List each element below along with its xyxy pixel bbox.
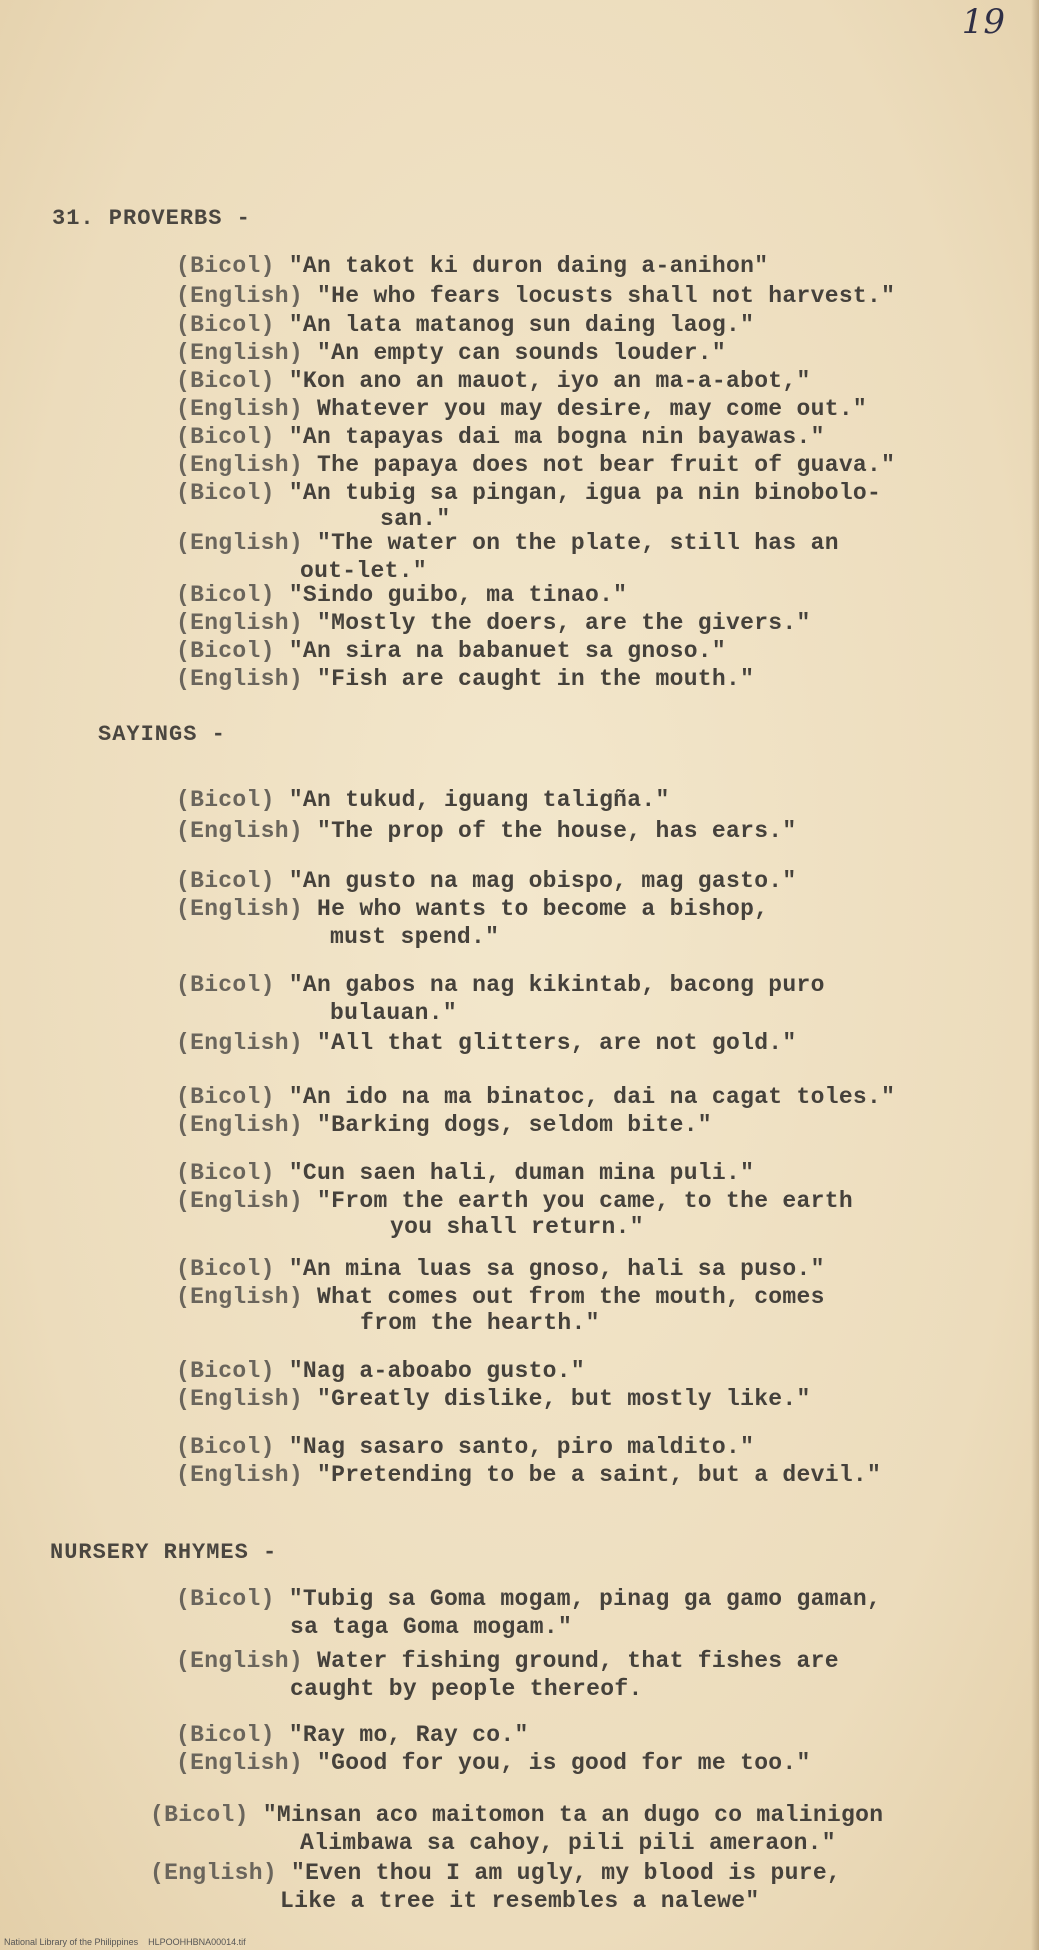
language-label: (English)	[176, 1386, 303, 1412]
text-line	[390, 1214, 644, 1240]
line-text: caught by people thereof.	[290, 1676, 643, 1702]
line-text: "Fish are caught in the mouth."	[317, 666, 755, 692]
line-text: out-let."	[300, 558, 427, 584]
line-text: "Tubig sa Goma mogam, pinag ga gamo gaman,	[288, 1586, 882, 1612]
line-text: He who wants to become a bishop,	[317, 896, 769, 922]
text-line	[176, 638, 726, 664]
text-line	[176, 312, 754, 338]
line-text: "Ray mo, Ray co."	[288, 1722, 529, 1748]
line-text: "An mina luas sa gnoso, hali sa puso."	[288, 1256, 825, 1282]
language-label: (English)	[176, 818, 303, 844]
language-label: (Bicol)	[150, 1802, 249, 1828]
text-line	[176, 1386, 811, 1412]
line-text: "An takot ki duron daing a-anihon"	[288, 253, 769, 279]
paper-edge	[1031, 0, 1039, 1950]
text-line	[176, 666, 754, 692]
line-text: "Nag sasaro santo, piro maldito."	[288, 1434, 755, 1460]
text-line	[176, 1030, 797, 1056]
line-text: "Barking dogs, seldom bite."	[317, 1112, 712, 1138]
language-label: (Bicol)	[176, 480, 275, 506]
text-line	[176, 424, 825, 450]
language-label: (Bicol)	[176, 1256, 275, 1282]
line-text: "Sindo guibo, ma tinao."	[288, 582, 628, 608]
line-text: "Even thou I am ugly, my blood is pure,	[291, 1860, 842, 1886]
language-label: (English)	[176, 610, 303, 636]
text-line	[176, 1084, 895, 1110]
text-line	[176, 610, 811, 636]
line-text: from the hearth."	[360, 1310, 600, 1336]
language-label: (English)	[176, 1030, 303, 1056]
language-label: (Bicol)	[176, 1586, 275, 1612]
text-line	[176, 368, 811, 394]
language-label: (Bicol)	[176, 424, 275, 450]
text-line	[176, 1722, 529, 1748]
text-line	[176, 582, 627, 608]
line-text: "From the earth you came, to the earth	[317, 1188, 853, 1214]
language-label: (Bicol)	[176, 868, 275, 894]
language-label: (Bicol)	[176, 582, 275, 608]
text-line	[176, 1358, 585, 1384]
language-label: (Bicol)	[176, 253, 275, 279]
line-text: "Cun saen hali, duman mina puli."	[288, 1160, 755, 1186]
line-text: "An gabos na nag kikintab, bacong puro	[288, 972, 825, 998]
line-text: "The prop of the house, has ears."	[317, 818, 797, 844]
text-line	[176, 283, 895, 309]
language-label: (Bicol)	[176, 368, 275, 394]
text-line	[176, 530, 839, 556]
line-text: "An tukud, iguang taligña."	[288, 787, 670, 813]
text-line	[360, 1310, 600, 1336]
text-line	[176, 480, 881, 506]
text-line	[176, 1188, 853, 1214]
language-label: (Bicol)	[176, 1084, 275, 1110]
line-text: "An lata matanog sun daing laog."	[288, 312, 755, 338]
line-text: What comes out from the mouth, comes	[317, 1284, 825, 1310]
text-line	[280, 1888, 759, 1914]
text-line	[150, 1802, 883, 1828]
text-line	[176, 1284, 825, 1310]
language-label: (English)	[176, 530, 303, 556]
line-text: bulauan."	[330, 1000, 457, 1026]
text-line	[176, 1434, 754, 1460]
text-line	[300, 558, 427, 584]
footer-caption: National Library of the Philippines HLPOOHHBNA00014.tif	[4, 1937, 246, 1947]
line-text: Like a tree it resembles a nalewe"	[280, 1888, 760, 1914]
line-text: must spend."	[330, 924, 500, 950]
line-text: sa taga Goma mogam."	[290, 1614, 573, 1640]
line-text: "Mostly the doers, are the givers."	[317, 610, 811, 636]
sayings-heading: SAYINGS -	[98, 722, 226, 747]
line-text: "Good for you, is good for me too."	[317, 1750, 811, 1776]
language-label: (English)	[176, 340, 303, 366]
language-label: (Bicol)	[176, 1160, 275, 1186]
text-line	[176, 396, 867, 422]
language-label: (English)	[176, 1462, 303, 1488]
proverbs-heading: 31. PROVERBS -	[52, 206, 251, 231]
text-line	[176, 1586, 881, 1612]
line-text: "Pretending to be a saint, but a devil."	[317, 1462, 882, 1488]
line-text: Whatever you may desire, may come out."	[317, 396, 868, 422]
text-line	[176, 1112, 712, 1138]
language-label: (English)	[176, 283, 303, 309]
language-label: (English)	[176, 1750, 303, 1776]
language-label: (English)	[150, 1860, 277, 1886]
language-label: (English)	[176, 452, 303, 478]
language-label: (English)	[176, 1648, 303, 1674]
line-text: "An empty can sounds louder."	[317, 340, 726, 366]
text-line	[150, 1860, 841, 1886]
page-number: 19	[961, 2, 1005, 42]
text-line	[176, 787, 670, 813]
line-text: san."	[380, 506, 451, 532]
text-line	[176, 1160, 754, 1186]
language-label: (Bicol)	[176, 638, 275, 664]
text-line	[330, 1000, 457, 1026]
text-line	[176, 1648, 839, 1674]
text-line	[176, 1256, 825, 1282]
language-label: (Bicol)	[176, 972, 275, 998]
language-label: (Bicol)	[176, 1358, 275, 1384]
text-line	[176, 1750, 811, 1776]
text-line	[176, 972, 825, 998]
text-line	[176, 1462, 881, 1488]
line-text: "The water on the plate, still has an	[317, 530, 839, 556]
text-line	[176, 818, 797, 844]
line-text: Alimbawa sa cahoy, pili pili ameraon."	[300, 1830, 836, 1856]
text-line	[176, 452, 895, 478]
line-text: "Nag a-aboabo gusto."	[288, 1358, 585, 1384]
language-label: (Bicol)	[176, 1434, 275, 1460]
language-label: (Bicol)	[176, 787, 275, 813]
language-label: (Bicol)	[176, 1722, 275, 1748]
language-label: (Bicol)	[176, 312, 275, 338]
language-label: (English)	[176, 396, 303, 422]
text-line	[176, 253, 768, 279]
line-text: "All that glitters, are not gold."	[317, 1030, 797, 1056]
line-text: "Minsan aco maitomon ta an dugo co malinigon	[262, 1802, 884, 1828]
text-line	[176, 340, 726, 366]
line-text: The papaya does not bear fruit of guava."	[317, 452, 896, 478]
line-text: "Kon ano an mauot, iyo an ma-a-abot,"	[288, 368, 811, 394]
language-label: (English)	[176, 1188, 303, 1214]
line-text: "He who fears locusts shall not harvest."	[317, 283, 896, 309]
language-label: (English)	[176, 1112, 303, 1138]
text-line	[380, 506, 451, 532]
line-text: "An sira na babanuet sa gnoso."	[288, 638, 726, 664]
text-line	[330, 924, 499, 950]
line-text: Water fishing ground, that fishes are	[317, 1648, 839, 1674]
text-line	[176, 868, 797, 894]
text-line	[290, 1614, 572, 1640]
line-text: "An tapayas dai ma bogna nin bayawas."	[288, 424, 825, 450]
line-text: "An tubig sa pingan, igua pa nin binobolo-	[288, 480, 882, 506]
text-line	[176, 896, 768, 922]
line-text: "Greatly dislike, but mostly like."	[317, 1386, 811, 1412]
line-text: "An gusto na mag obispo, mag gasto."	[288, 868, 797, 894]
nursery-rhymes-heading: NURSERY RHYMES -	[50, 1540, 278, 1565]
language-label: (English)	[176, 896, 303, 922]
language-label: (English)	[176, 1284, 303, 1310]
line-text: "An ido na ma binatoc, dai na cagat toles."	[288, 1084, 896, 1110]
line-text: you shall return."	[390, 1214, 644, 1240]
text-line	[290, 1676, 643, 1702]
language-label: (English)	[176, 666, 303, 692]
text-line	[300, 1830, 836, 1856]
